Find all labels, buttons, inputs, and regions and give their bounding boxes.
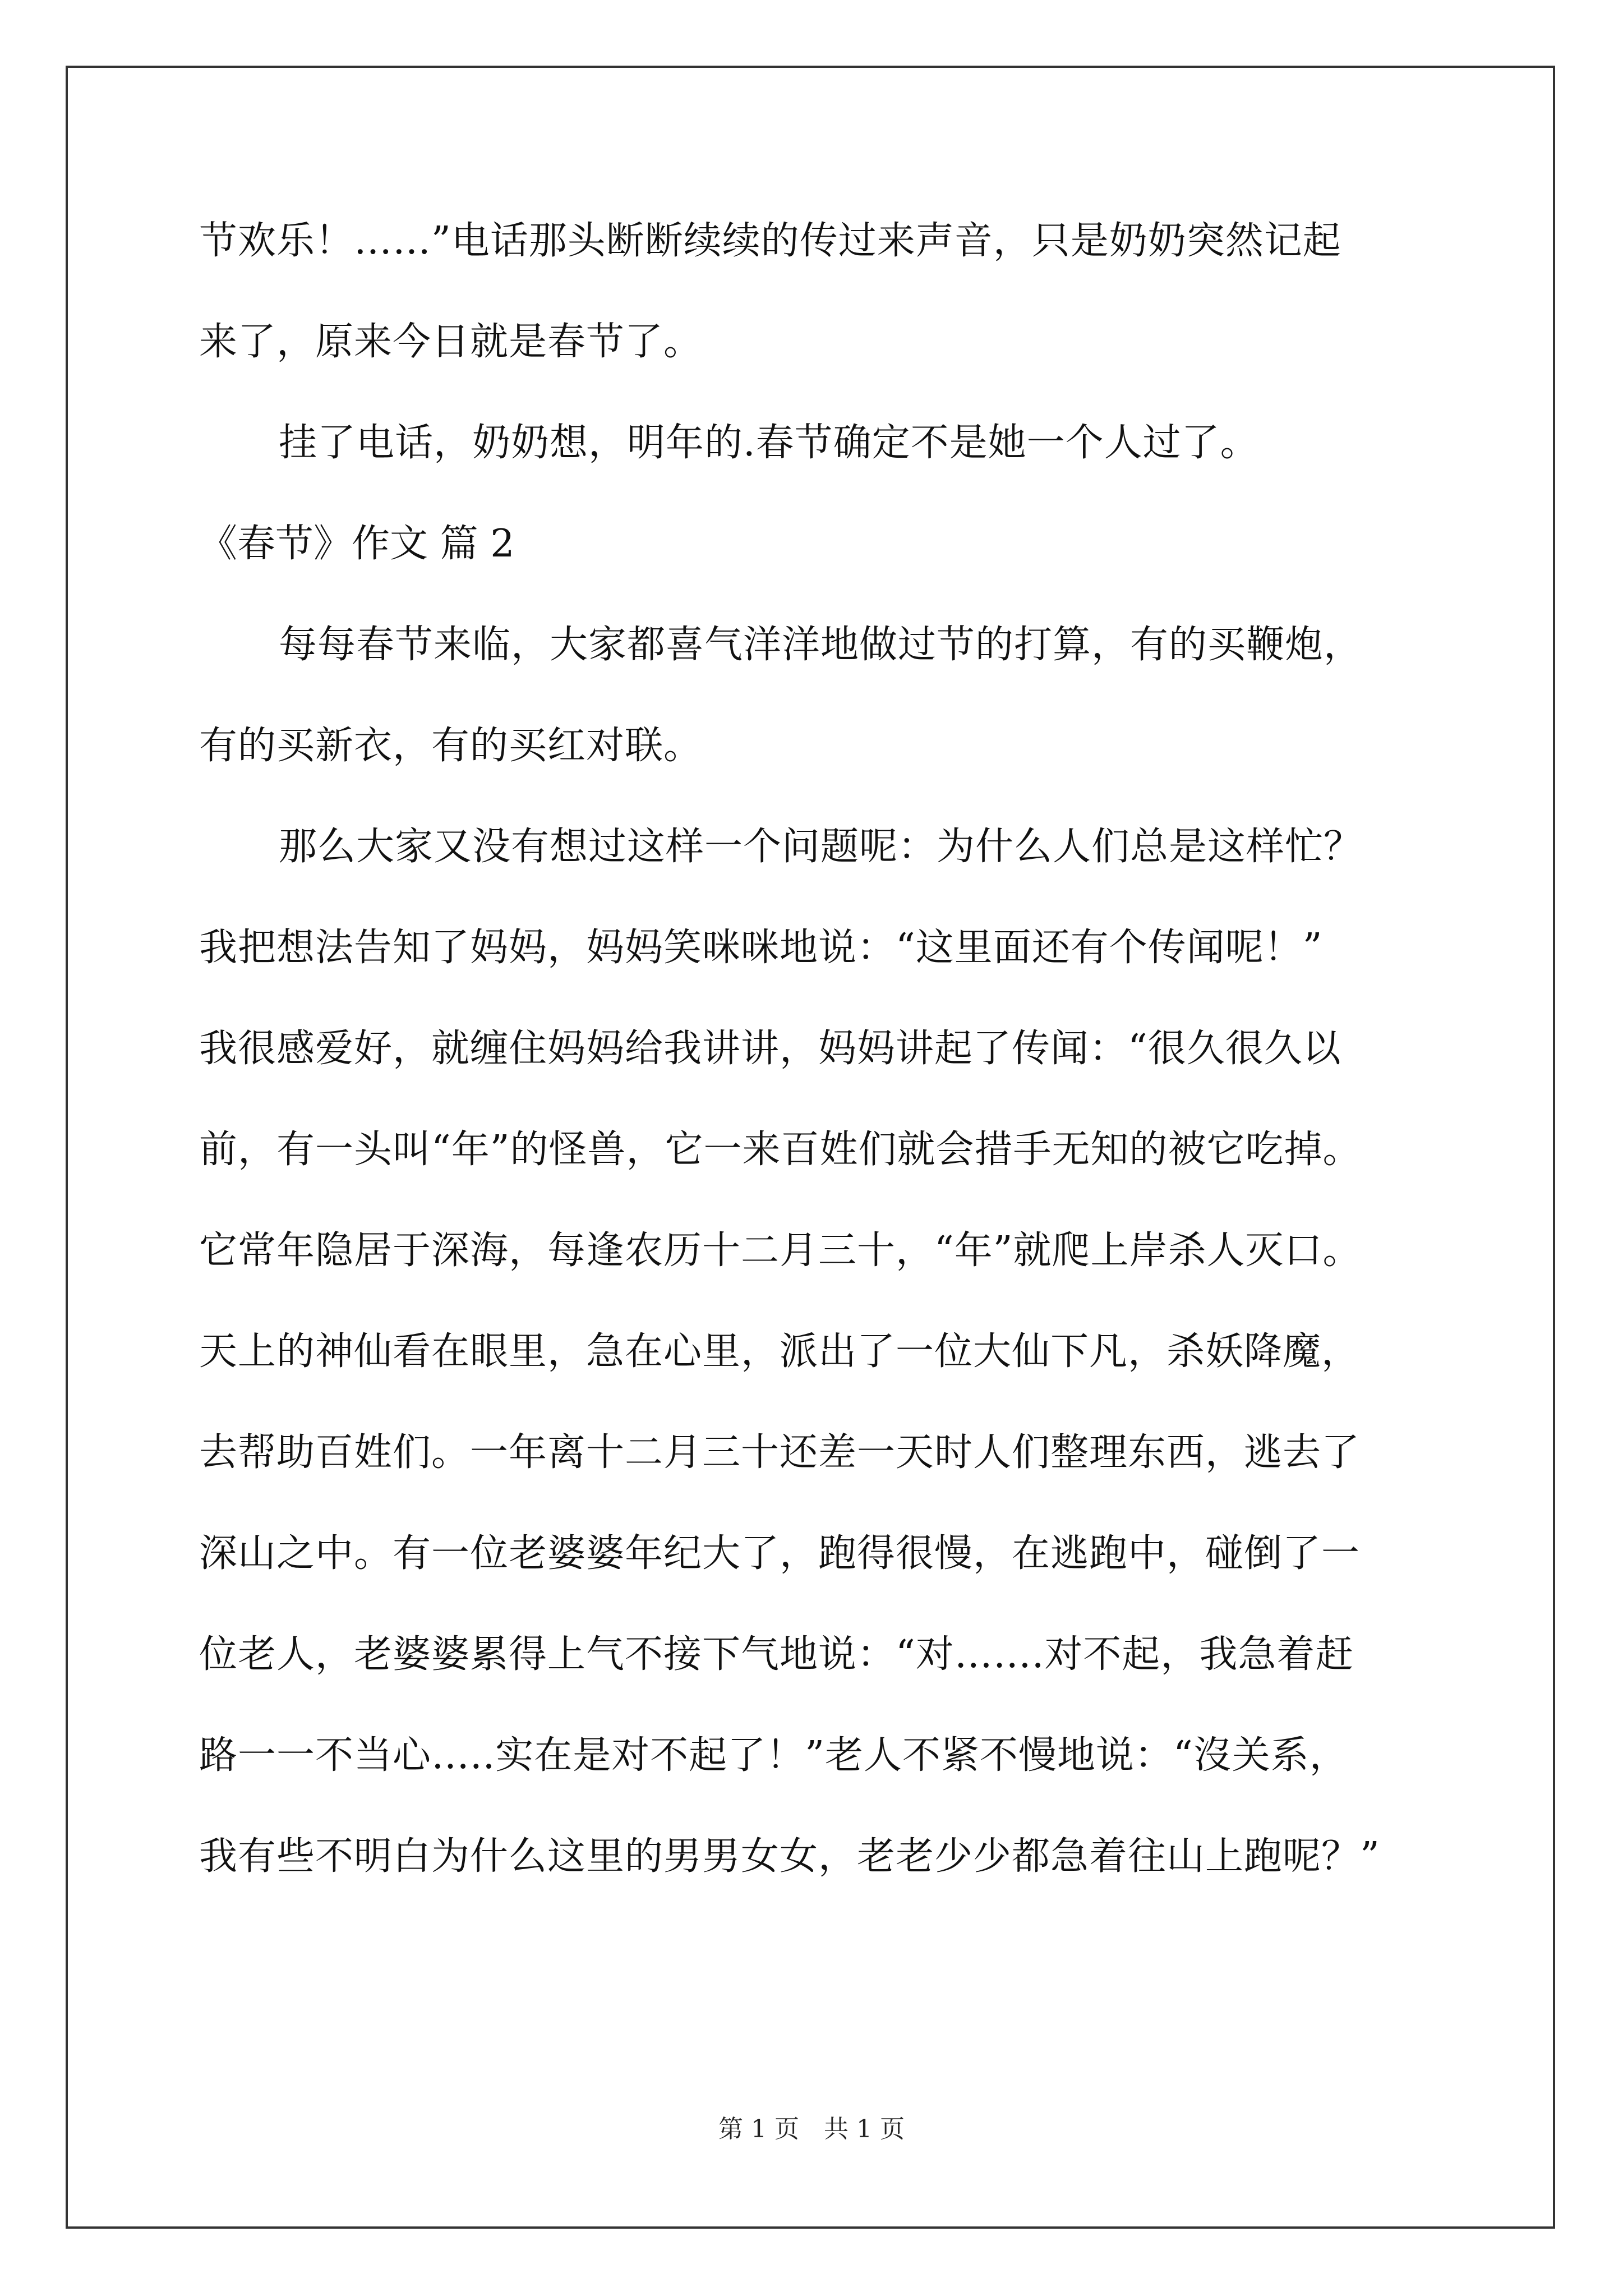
text-line: 路一一不当心…..实在是对不起了！”老人不紧不慢地说：“沒关系，	[199, 1733, 1348, 1778]
text-line: 节欢乐！……”电话那头断断续续的传过来声音，只是奶奶突然记起	[199, 219, 1341, 263]
text-line: 我把想法告知了妈妈，妈妈笑咪咪地说：“这里面还有个传闻呢！”	[199, 926, 1323, 970]
text-line: 我很感爱好，就缠住妈妈给我讲讲，妈妈讲起了传闻：“很久很久以	[199, 1027, 1341, 1071]
text-line: 深山之中。有一位老婆婆年纪大了，跑得很慢，在逃跑中，碰倒了一	[199, 1531, 1361, 1576]
section-heading: 《春节》作文 篇 2	[199, 522, 515, 566]
text-line: 我有些不明白为什么这里的男男女女，老老少少都急着往山上跑呢？”	[199, 1834, 1380, 1879]
text-line: 有的买新衣，有的买红对联。	[199, 724, 703, 768]
text-line: 位老人，老婆婆累得上气不接下气地说：“对…….对不起，我急着赶	[199, 1632, 1354, 1677]
paragraph-line: 每每春节来临，大家都喜气洋洋地做过节的打算，有的买鞭炮，	[279, 623, 1363, 667]
text-line: 天上的神仙看在眼里，急在心里，派出了一位大仙下凡，杀妖降魔，	[199, 1329, 1361, 1374]
text-line: 前，有一头叫“年”的怪兽，它一来百姓们就会措手无知的被它吃掉。	[199, 1128, 1362, 1172]
paragraph-line: 那么大家又没有想过这样一个问题呢：为什么人们总是这样忙？	[279, 825, 1363, 869]
text-line: 它常年隐居于深海，每逢农历十二月三十，“年”就爬上岸杀人灭口。	[199, 1228, 1362, 1273]
text-line: 来了，原来今日就是春节了。	[199, 320, 703, 364]
paragraph-line: 挂了电话，奶奶想，明年的.春节确定不是她一个人过了。	[279, 421, 1259, 465]
page-number-footer: 第 1 页 共 1 页	[718, 2115, 905, 2143]
text-line: 去帮助百姓们。一年离十二月三十还差一天时人们整理东西，逃去了	[199, 1430, 1361, 1475]
